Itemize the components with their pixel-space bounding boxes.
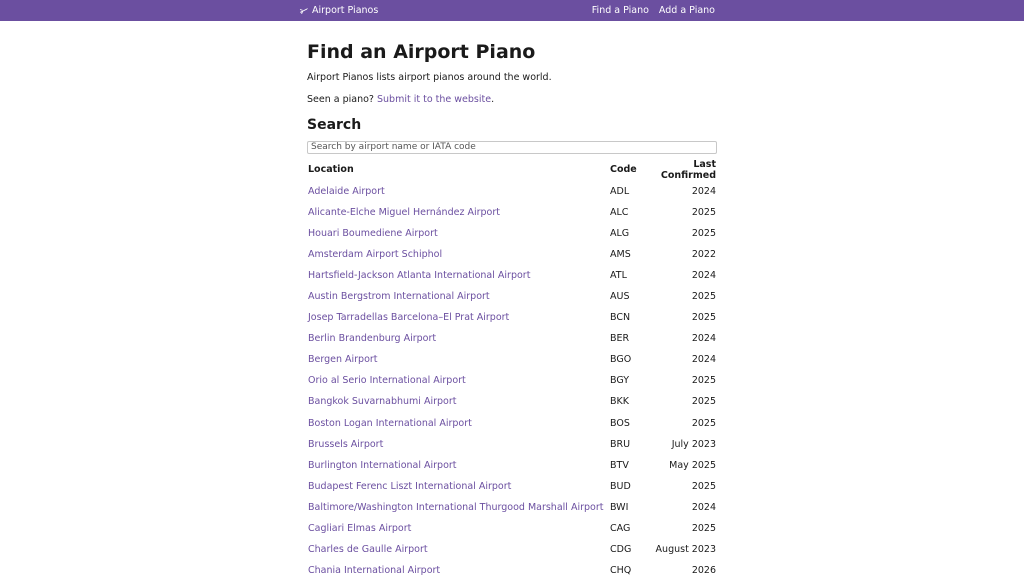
- iata-code-cell: BKK: [609, 391, 651, 412]
- table-row: [307, 391, 717, 412]
- last-confirmed-cell: 2024: [651, 497, 717, 518]
- page-title: Find an Airport Piano: [307, 39, 717, 65]
- last-confirmed-cell: 2025: [651, 370, 717, 391]
- table-row: [307, 476, 717, 497]
- location-cell: [307, 265, 609, 286]
- iata-code-cell: ALG: [609, 223, 651, 244]
- airport-link[interactable]: Charles de Gaulle Airport: [308, 544, 428, 555]
- iata-code-cell: AUS: [609, 286, 651, 307]
- airport-link[interactable]: Josep Tarradellas Barcelona–El Prat Airport: [308, 312, 509, 323]
- table-row: [307, 307, 717, 328]
- location-cell: [307, 349, 609, 370]
- last-confirmed-cell: August 2023: [651, 539, 717, 560]
- table-row: [307, 497, 717, 518]
- airport-link[interactable]: Burlington International Airport: [308, 460, 457, 471]
- iata-code-cell: BGY: [609, 370, 651, 391]
- iata-code-cell: BGO: [609, 349, 651, 370]
- iata-code-cell: CHQ: [609, 560, 651, 581]
- brand-name: Airport Pianos: [312, 5, 378, 16]
- table-row: [307, 518, 717, 539]
- last-confirmed-cell: May 2025: [651, 455, 717, 476]
- location-cell: [307, 539, 609, 560]
- iata-code-cell: BER: [609, 328, 651, 349]
- table-body: [307, 181, 717, 581]
- search-input[interactable]: [307, 141, 717, 154]
- airport-link[interactable]: Chania International Airport: [308, 565, 440, 576]
- table-row: [307, 413, 717, 434]
- location-cell: [307, 223, 609, 244]
- column-header-code[interactable]: Code: [609, 159, 651, 181]
- table-row: [307, 455, 717, 476]
- iata-code-cell: ALC: [609, 202, 651, 223]
- airport-link[interactable]: Bangkok Suvarnabhumi Airport: [308, 396, 456, 407]
- table-row: [307, 560, 717, 581]
- location-cell: [307, 497, 609, 518]
- table-row: [307, 223, 717, 244]
- airport-link[interactable]: Bergen Airport: [308, 354, 378, 365]
- table-header-row: [307, 159, 717, 181]
- last-confirmed-cell: 2025: [651, 391, 717, 412]
- airport-link[interactable]: Hartsfield-Jackson Atlanta International Airport: [308, 270, 530, 281]
- last-confirmed-cell: 2025: [651, 286, 717, 307]
- iata-code-cell: CAG: [609, 518, 651, 539]
- airport-link[interactable]: Houari Boumediene Airport: [308, 228, 438, 239]
- table-row: [307, 244, 717, 265]
- table-row: [307, 328, 717, 349]
- nav-add-piano[interactable]: Add a Piano: [659, 5, 715, 16]
- last-confirmed-cell: 2025: [651, 518, 717, 539]
- airplane-icon: [299, 6, 309, 16]
- last-confirmed-cell: 2024: [651, 265, 717, 286]
- submit-prompt-suffix: .: [491, 94, 494, 105]
- iata-code-cell: ATL: [609, 265, 651, 286]
- location-cell: [307, 391, 609, 412]
- airport-link[interactable]: Orio al Serio International Airport: [308, 375, 466, 386]
- last-confirmed-cell: 2024: [651, 328, 717, 349]
- airport-link[interactable]: Alicante-Elche Miguel Hernández Airport: [308, 207, 500, 218]
- table-row: [307, 539, 717, 560]
- airport-link[interactable]: Baltimore/Washington International Thurgood Marshall Airport: [308, 502, 603, 513]
- location-cell: [307, 244, 609, 265]
- airport-link[interactable]: Austin Bergstrom International Airport: [308, 291, 490, 302]
- table-row: [307, 286, 717, 307]
- last-confirmed-cell: 2026: [651, 560, 717, 581]
- nav-find-piano[interactable]: Find a Piano: [592, 5, 649, 16]
- table-row: [307, 349, 717, 370]
- table-row: [307, 202, 717, 223]
- iata-code-cell: BOS: [609, 413, 651, 434]
- last-confirmed-cell: 2024: [651, 349, 717, 370]
- iata-code-cell: ADL: [609, 181, 651, 202]
- location-cell: [307, 455, 609, 476]
- location-cell: [307, 518, 609, 539]
- location-cell: [307, 434, 609, 455]
- table-row: [307, 181, 717, 202]
- airport-link[interactable]: Berlin Brandenburg Airport: [308, 333, 436, 344]
- last-confirmed-cell: 2025: [651, 223, 717, 244]
- main-content: [307, 21, 717, 581]
- location-cell: [307, 370, 609, 391]
- column-header-location[interactable]: Location: [307, 159, 609, 181]
- last-confirmed-cell: 2024: [651, 181, 717, 202]
- iata-code-cell: BTV: [609, 455, 651, 476]
- table-row: [307, 434, 717, 455]
- location-cell: [307, 181, 609, 202]
- last-confirmed-cell: July 2023: [651, 434, 717, 455]
- last-confirmed-cell: 2025: [651, 202, 717, 223]
- airport-link[interactable]: Adelaide Airport: [308, 186, 385, 197]
- table-row: [307, 265, 717, 286]
- iata-code-cell: CDG: [609, 539, 651, 560]
- airport-link[interactable]: Boston Logan International Airport: [308, 418, 472, 429]
- location-cell: [307, 286, 609, 307]
- main-nav: [592, 5, 715, 16]
- top-navbar: [0, 0, 1024, 21]
- airport-table: [307, 159, 717, 581]
- location-cell: [307, 560, 609, 581]
- submit-prompt: [307, 93, 717, 107]
- column-header-last-confirmed[interactable]: Last Confirmed: [651, 159, 717, 181]
- location-cell: [307, 476, 609, 497]
- location-cell: [307, 307, 609, 328]
- search-heading: Search: [307, 116, 717, 134]
- airport-link[interactable]: Cagliari Elmas Airport: [308, 523, 411, 534]
- iata-code-cell: BCN: [609, 307, 651, 328]
- location-cell: [307, 202, 609, 223]
- submit-prompt-prefix: Seen a piano?: [307, 94, 377, 105]
- intro-text: Airport Pianos lists airport pianos around the world.: [307, 71, 717, 85]
- last-confirmed-cell: 2025: [651, 413, 717, 434]
- table-row: [307, 370, 717, 391]
- brand-link[interactable]: [299, 5, 378, 16]
- location-cell: [307, 413, 609, 434]
- iata-code-cell: BWI: [609, 497, 651, 518]
- location-cell: [307, 328, 609, 349]
- last-confirmed-cell: 2025: [651, 307, 717, 328]
- last-confirmed-cell: 2025: [651, 476, 717, 497]
- iata-code-cell: BUD: [609, 476, 651, 497]
- airport-link[interactable]: Budapest Ferenc Liszt International Airport: [308, 481, 511, 492]
- last-confirmed-cell: 2022: [651, 244, 717, 265]
- iata-code-cell: AMS: [609, 244, 651, 265]
- airport-link[interactable]: Brussels Airport: [308, 439, 383, 450]
- airport-link[interactable]: Amsterdam Airport Schiphol: [308, 249, 442, 260]
- iata-code-cell: BRU: [609, 434, 651, 455]
- navbar-inner: [299, 0, 715, 21]
- submit-link[interactable]: Submit it to the website: [377, 94, 491, 105]
